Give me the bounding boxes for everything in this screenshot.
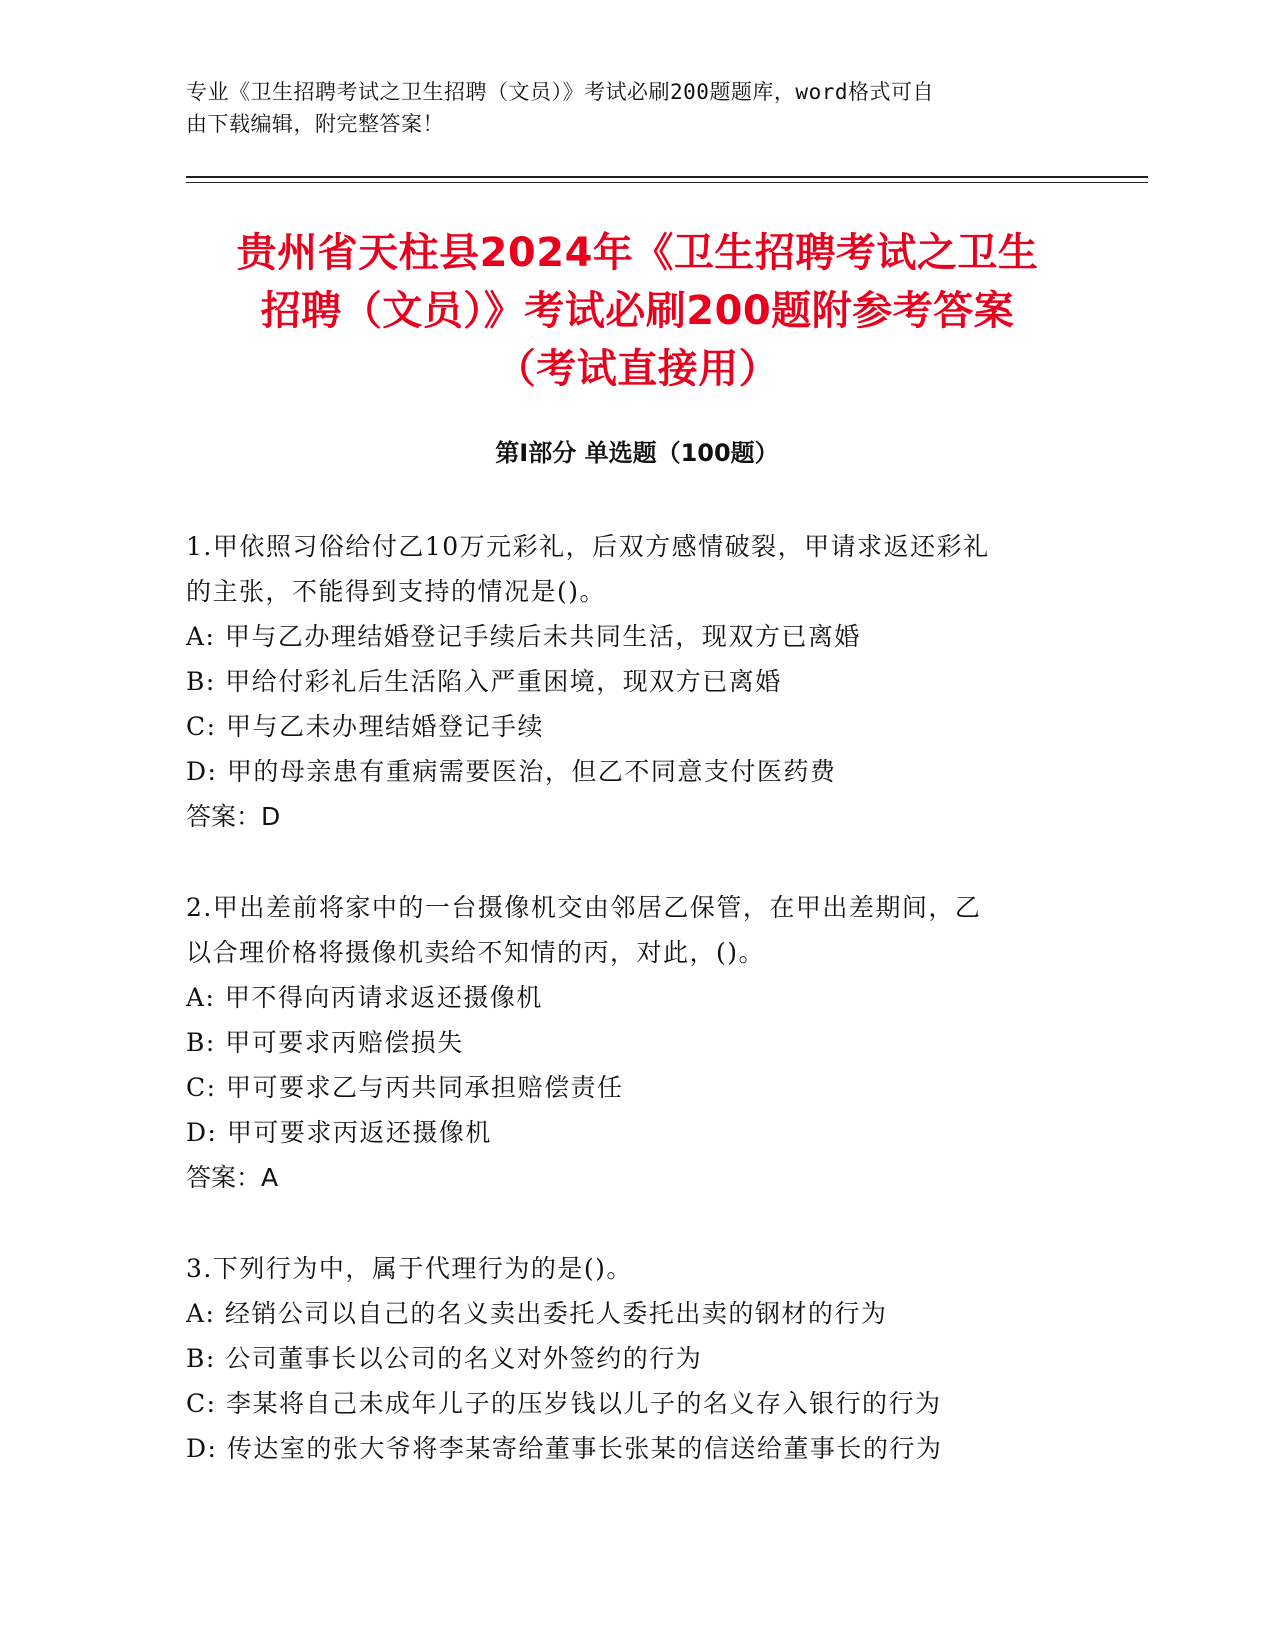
question-item [186, 1246, 1066, 1471]
section-title: 第Ⅰ部分 单选题（100题） [495, 439, 779, 467]
question-stem: 3.下列行为中，属于代理行为的是()。 [186, 1254, 633, 1283]
document-title-line: （考试直接用） [495, 346, 780, 392]
question-item [186, 885, 1066, 1200]
header-note-line: 专业《卫生招聘考试之卫生招聘（文员）》考试必刷200题题库，word格式可自 [186, 80, 934, 104]
option-b: B: 甲给付彩礼后生活陷入严重困境，现双方已离婚 [186, 667, 782, 696]
option-d: D: 传达室的张大爷将李某寄给董事长张某的信送给董事长的行为 [186, 1434, 943, 1463]
option-b: B: 甲可要求丙赔偿损失 [186, 1028, 464, 1057]
option-a: A: 甲不得向丙请求返还摄像机 [186, 983, 543, 1012]
question-stem: 的主张，不能得到支持的情况是()。 [186, 577, 607, 606]
answer-line: 答案：A [186, 1163, 279, 1192]
option-c: C: 甲可要求乙与丙共同承担赔偿责任 [186, 1073, 624, 1102]
option-a: A: 甲与乙办理结婚登记手续后未共同生活，现双方已离婚 [186, 622, 861, 651]
question-list [186, 524, 1066, 1517]
document-title-line: 贵州省天柱县2024年《卫生招聘考试之卫生 [236, 230, 1039, 276]
option-b: B: 公司董事长以公司的名义对外签约的行为 [186, 1344, 703, 1373]
document-title-line: 招聘（文员）》考试必刷200题附参考答案 [260, 288, 1015, 334]
question-stem: 2.甲出差前将家中的一台摄像机交由邻居乙保管，在甲出差期间，乙 [186, 893, 982, 922]
option-d: D: 甲可要求丙返还摄像机 [186, 1118, 492, 1147]
question-stem: 以合理价格将摄像机卖给不知情的丙，对此，()。 [186, 938, 766, 967]
header-divider-thin [186, 182, 1148, 183]
option-c: C: 李某将自己未成年儿子的压岁钱以儿子的名义存入银行的行为 [186, 1389, 942, 1418]
header-divider-thick [186, 176, 1148, 178]
option-c: C: 甲与乙未办理结婚登记手续 [186, 712, 544, 741]
option-d: D: 甲的母亲患有重病需要医治，但乙不同意支付医药费 [186, 757, 837, 786]
document-title [160, 224, 1115, 398]
header-note [186, 76, 1066, 140]
question-stem: 1.甲依照习俗给付乙10万元彩礼，后双方感情破裂，甲请求返还彩礼 [186, 532, 990, 561]
option-a: A: 经销公司以自己的名义卖出委托人委托出卖的钢材的行为 [186, 1299, 888, 1328]
header-note-line: 由下载编辑，附完整答案！ [186, 112, 444, 136]
answer-line: 答案：D [186, 802, 281, 831]
question-item [186, 524, 1066, 839]
